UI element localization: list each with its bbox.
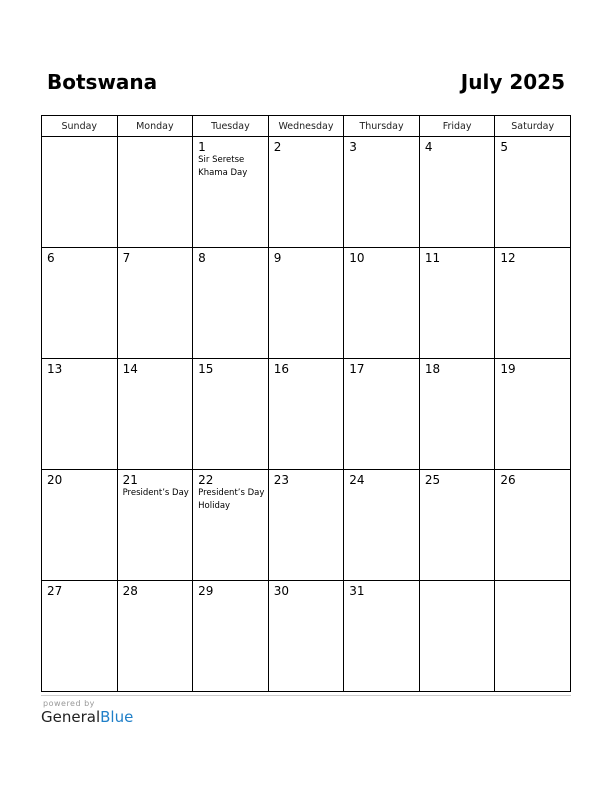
day-number: 3 [349,140,357,154]
day-number: 11 [424,251,441,265]
day-cell [419,581,495,692]
day-cell [495,470,571,581]
weekday-tuesday: Tuesday [193,116,269,137]
logo-blue-text: Blue [100,708,134,726]
day-cell [419,248,495,359]
day-cell [117,581,193,692]
day-number: 19 [500,362,516,376]
day-number [118,137,193,140]
day-cell [419,137,495,248]
day-number: 23 [273,473,289,487]
day-cell [495,137,571,248]
day-number: 25 [424,473,441,487]
day-cell [193,581,269,692]
day-number: 1 [198,140,206,154]
generalblue-logo [41,708,571,726]
day-cell [344,137,420,248]
country-title: Botswana [47,70,158,94]
day-cell [495,359,571,470]
day-cell [193,248,269,359]
day-number: 30 [273,584,289,598]
day-number: 21 [122,473,138,487]
day-cell [344,359,420,470]
week-row [42,248,571,359]
day-cell [344,470,420,581]
day-number [495,581,570,584]
weekday-thursday: Thursday [344,116,420,137]
weekday-wednesday: Wednesday [268,116,344,137]
day-cell [117,248,193,359]
day-cell [42,581,118,692]
day-cell [268,359,344,470]
day-cell [42,359,118,470]
day-number: 2 [273,140,282,154]
day-number: 29 [198,584,214,598]
day-cell [344,248,420,359]
day-number: 9 [273,251,282,265]
day-number: 10 [349,251,365,265]
day-number: 4 [424,140,433,154]
day-number: 8 [198,251,206,265]
day-number: 18 [424,362,441,376]
day-cell [193,137,269,248]
month-year-title: July 2025 [460,70,565,94]
day-number: 28 [122,584,138,598]
holiday-label: Sir Seretse Khama Day [198,155,248,178]
day-number [420,581,495,584]
weekday-sunday: Sunday [42,116,118,137]
day-number: 17 [349,362,365,376]
day-number: 7 [122,251,131,265]
day-number: 22 [198,473,214,487]
day-cell [42,248,118,359]
day-cell [419,470,495,581]
calendar-grid [41,115,571,692]
day-number: 6 [47,251,55,265]
week-row [42,470,571,581]
powered-by-text: powered by [43,699,95,708]
day-cell [117,359,193,470]
holiday-label: President’s Day [122,488,189,498]
day-cell [495,248,571,359]
day-number: 14 [122,362,138,376]
day-number: 31 [349,584,365,598]
weekday-saturday: Saturday [495,116,571,137]
day-number: 20 [47,473,63,487]
weekday-friday: Friday [419,116,495,137]
week-row [42,137,571,248]
day-cell [419,359,495,470]
weekday-monday: Monday [117,116,193,137]
week-row [42,581,571,692]
logo-general-text: General [41,708,101,726]
day-cell [268,470,344,581]
weekday-header-row [42,116,571,137]
day-cell [495,581,571,692]
day-number: 15 [198,362,214,376]
holiday-label: President’s Day Holiday [198,488,265,511]
day-number: 26 [500,473,516,487]
day-number: 16 [273,362,289,376]
day-number: 13 [47,362,63,376]
week-row [42,359,571,470]
day-number: 5 [500,140,509,154]
day-number: 24 [349,473,365,487]
day-cell [42,470,118,581]
day-number [42,137,117,140]
day-number: 27 [47,584,63,598]
day-cell [344,581,420,692]
day-cell [268,581,344,692]
footer [41,695,571,726]
footer-divider [41,695,571,696]
day-cell [117,137,193,248]
day-cell [42,137,118,248]
day-cell [193,470,269,581]
day-cell [268,137,344,248]
day-cell [117,470,193,581]
day-number: 12 [500,251,516,265]
day-cell [268,248,344,359]
day-cell [193,359,269,470]
